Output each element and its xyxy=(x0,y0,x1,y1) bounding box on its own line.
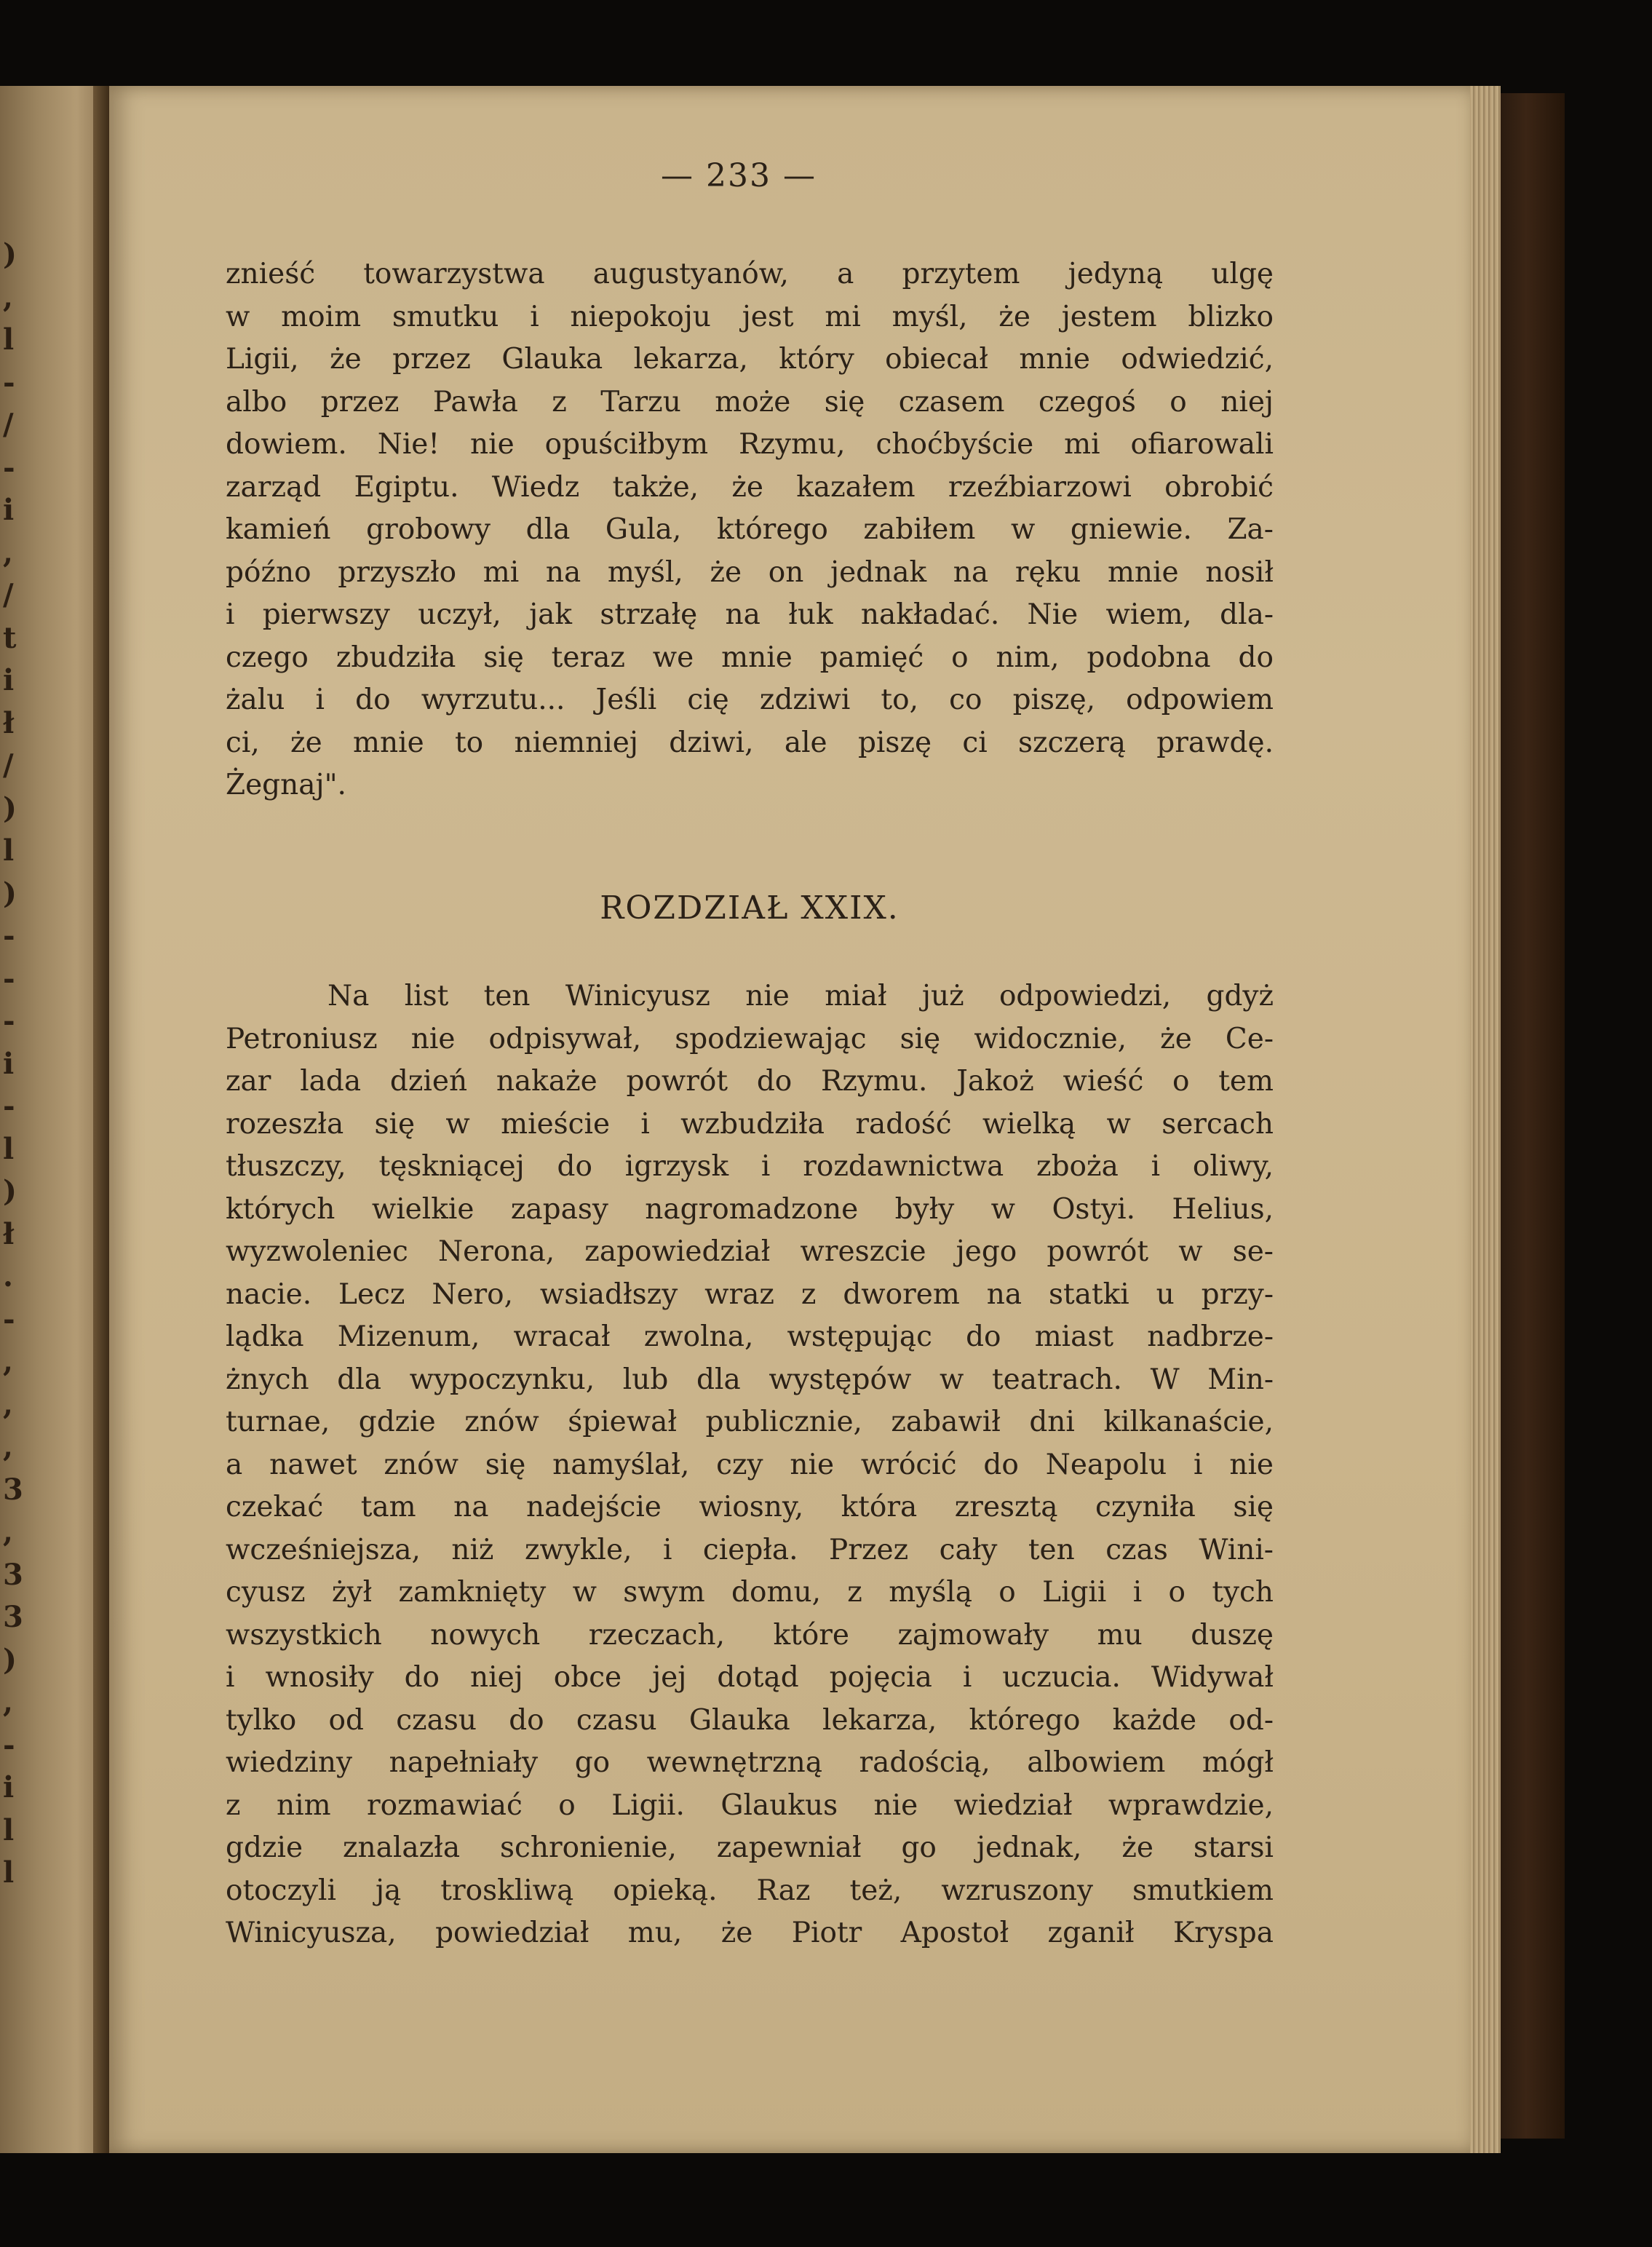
margin-fragment: - xyxy=(3,961,15,996)
margin-fragment: l xyxy=(3,1855,15,1890)
text-line: nacie. Lecz Nero, wsiadłszy wraz z dworem na statki u przy- xyxy=(226,1277,1274,1311)
margin-fragment: ) xyxy=(3,1174,17,1208)
margin-fragment: - xyxy=(3,1004,15,1038)
page-edges xyxy=(1470,86,1501,2153)
margin-fragment: ) xyxy=(3,1642,17,1677)
text-line: wyzwoleniec Nerona, zapowiedział wreszcie jego powrót w se- xyxy=(226,1235,1274,1268)
text-line: gdzie znalazła schronienie, zapewniał go jednak, że starsi xyxy=(226,1831,1274,1864)
margin-fragment: - xyxy=(3,1301,15,1336)
paragraph-chapter-opening xyxy=(226,975,1274,1955)
margin-fragment: , xyxy=(3,1430,13,1464)
margin-fragment: 3 xyxy=(3,1600,23,1634)
margin-fragment: i xyxy=(3,663,15,697)
margin-fragment: ł xyxy=(3,1216,15,1251)
text-line: dowiem. Nie! nie opuściłbym Rzymu, choćbyście mi ofiarowali xyxy=(226,428,1274,461)
text-line: Na list ten Winicyusz nie miał już odpowiedzi, gdyż xyxy=(327,980,1274,1012)
text-line: tłuszczy, tęskniącej do igrzysk i rozdawnictwa zboża i oliwy, xyxy=(226,1150,1274,1183)
text-line: zarząd Egiptu. Wiedz także, że kazałem rzeźbiarzowi obrobić xyxy=(226,470,1274,504)
text-line: cyusz żył zamknięty w swym domu, z myślą o Ligii i o tych xyxy=(226,1576,1274,1609)
page-number: — 233 — xyxy=(661,157,817,194)
margin-fragment: l xyxy=(3,833,15,868)
text-line: turnae, gdzie znów śpiewał publicznie, zabawił dni kilkanaście, xyxy=(226,1406,1274,1438)
text-line: z nim rozmawiać o Ligii. Glaukus nie wiedział wprawdzie, xyxy=(226,1788,1274,1822)
text-line: i wnosiły do niej obce jej dotąd pojęcia i uczucia. Widywał xyxy=(226,1661,1274,1694)
text-line: w moim smutku i niepokoju jest mi myśl, że jestem blizko xyxy=(226,300,1274,333)
margin-fragment: t xyxy=(3,620,17,655)
margin-fragment: / xyxy=(3,748,14,782)
text-line: Żegnaj". xyxy=(226,769,346,801)
text-line: rozeszła się w mieście i wzbudziła radość wielką w sercach xyxy=(226,1107,1274,1141)
margin-fragment: l xyxy=(3,322,15,357)
margin-fragment: , xyxy=(3,280,13,314)
margin-fragment: . xyxy=(3,1259,13,1293)
margin-fragment: / xyxy=(3,408,14,442)
margin-fragment: ) xyxy=(3,790,17,825)
margin-fragment: , xyxy=(3,535,13,570)
margin-fragment: / xyxy=(3,578,14,612)
left-page-margin-fragments xyxy=(0,0,29,2247)
text-line: wszystkich nowych rzeczach, które zajmowały mu duszę xyxy=(226,1618,1274,1652)
margin-fragment: - xyxy=(3,1727,15,1762)
text-line: i pierwszy uczył, jak strzałę na łuk nakładać. Nie wiem, dla- xyxy=(226,598,1274,631)
margin-fragment: i xyxy=(3,1046,15,1081)
text-line: Winicyusza, powiedział mu, że Piotr Apostoł zganił Kryspa xyxy=(226,1917,1274,1949)
scan-background xyxy=(0,2153,1652,2247)
margin-fragment: ) xyxy=(3,237,17,272)
text-line: późno przyszło mi na myśl, że on jednak na ręku mnie nosił xyxy=(226,555,1274,589)
margin-fragment: ) xyxy=(3,876,17,911)
margin-fragment: 3 xyxy=(3,1472,23,1507)
text-line: wcześniejsza, niż zwykle, i ciepła. Przez cały ten czas Wini- xyxy=(226,1533,1274,1566)
text-line: Ligii, że przez Glauka lekarza, który obiecał mnie odwiedzić, xyxy=(226,343,1274,376)
paragraph-letter-ending xyxy=(226,253,1274,807)
text-line: ci, że mnie to niemniej dziwi, ale piszę ci szczerą prawdę. xyxy=(226,726,1274,759)
text-line: których wielkie zapasy nagromadzone były w Ostyi. Helius, xyxy=(226,1192,1274,1226)
margin-fragment: - xyxy=(3,365,15,400)
margin-fragment: - xyxy=(3,919,15,953)
margin-fragment: i xyxy=(3,493,15,527)
margin-fragment: 3 xyxy=(3,1557,23,1592)
margin-fragment: , xyxy=(3,1344,13,1379)
text-line: czego zbudziła się teraz we mnie pamięć o nim, podobna do xyxy=(226,641,1274,674)
chapter-heading: ROZDZIAŁ XXIX. xyxy=(600,889,900,927)
margin-fragment: ł xyxy=(3,705,15,740)
text-line: tylko od czasu do czasu Glauka lekarza, którego każde od- xyxy=(226,1703,1274,1737)
text-line: wiedziny napełniały go wewnętrzną radością, albowiem mógł xyxy=(226,1746,1274,1779)
text-line: zar lada dzień nakaże powrót do Rzymu. Jakoż wieść o tem xyxy=(226,1065,1274,1098)
margin-fragment: i xyxy=(3,1770,15,1804)
margin-fragment: l xyxy=(3,1812,15,1847)
margin-fragment: - xyxy=(3,1089,15,1123)
text-line: żnych dla wypoczynku, lub dla występów w teatrach. W Min- xyxy=(226,1363,1274,1396)
margin-fragment: , xyxy=(3,1515,13,1549)
text-line: kamień grobowy dla Gula, którego zabiłem w gniewie. Za- xyxy=(226,513,1274,546)
book-cover xyxy=(1501,93,1565,2139)
text-line: a nawet znów się namyślał, czy nie wrócić do Neapolu i nie xyxy=(226,1448,1274,1481)
margin-fragment: , xyxy=(3,1685,13,1719)
margin-fragment: l xyxy=(3,1131,15,1166)
text-line: czekać tam na nadejście wiosny, która zresztą czyniła się xyxy=(226,1491,1274,1523)
text-line: albo przez Pawła z Tarzu może się czasem czegoś o niej xyxy=(226,385,1274,419)
text-line: otoczyli ją troskliwą opieką. Raz też, wzruszony smutkiem xyxy=(226,1874,1274,1907)
margin-fragment: - xyxy=(3,450,15,485)
text-line: żalu i do wyrzutu... Jeśli cię zdziwi to, co piszę, odpowiem xyxy=(226,683,1274,716)
text-line: znieść towarzystwa augustyanów, a przytem jedyną ulgę xyxy=(226,258,1274,290)
margin-fragment: , xyxy=(3,1387,13,1422)
text-line: lądka Mizenum, wracał zwolna, wstępując do miast nadbrze- xyxy=(226,1320,1274,1353)
text-line: Petroniusz nie odpisywał, spodziewając się widocznie, że Ce- xyxy=(226,1022,1274,1055)
